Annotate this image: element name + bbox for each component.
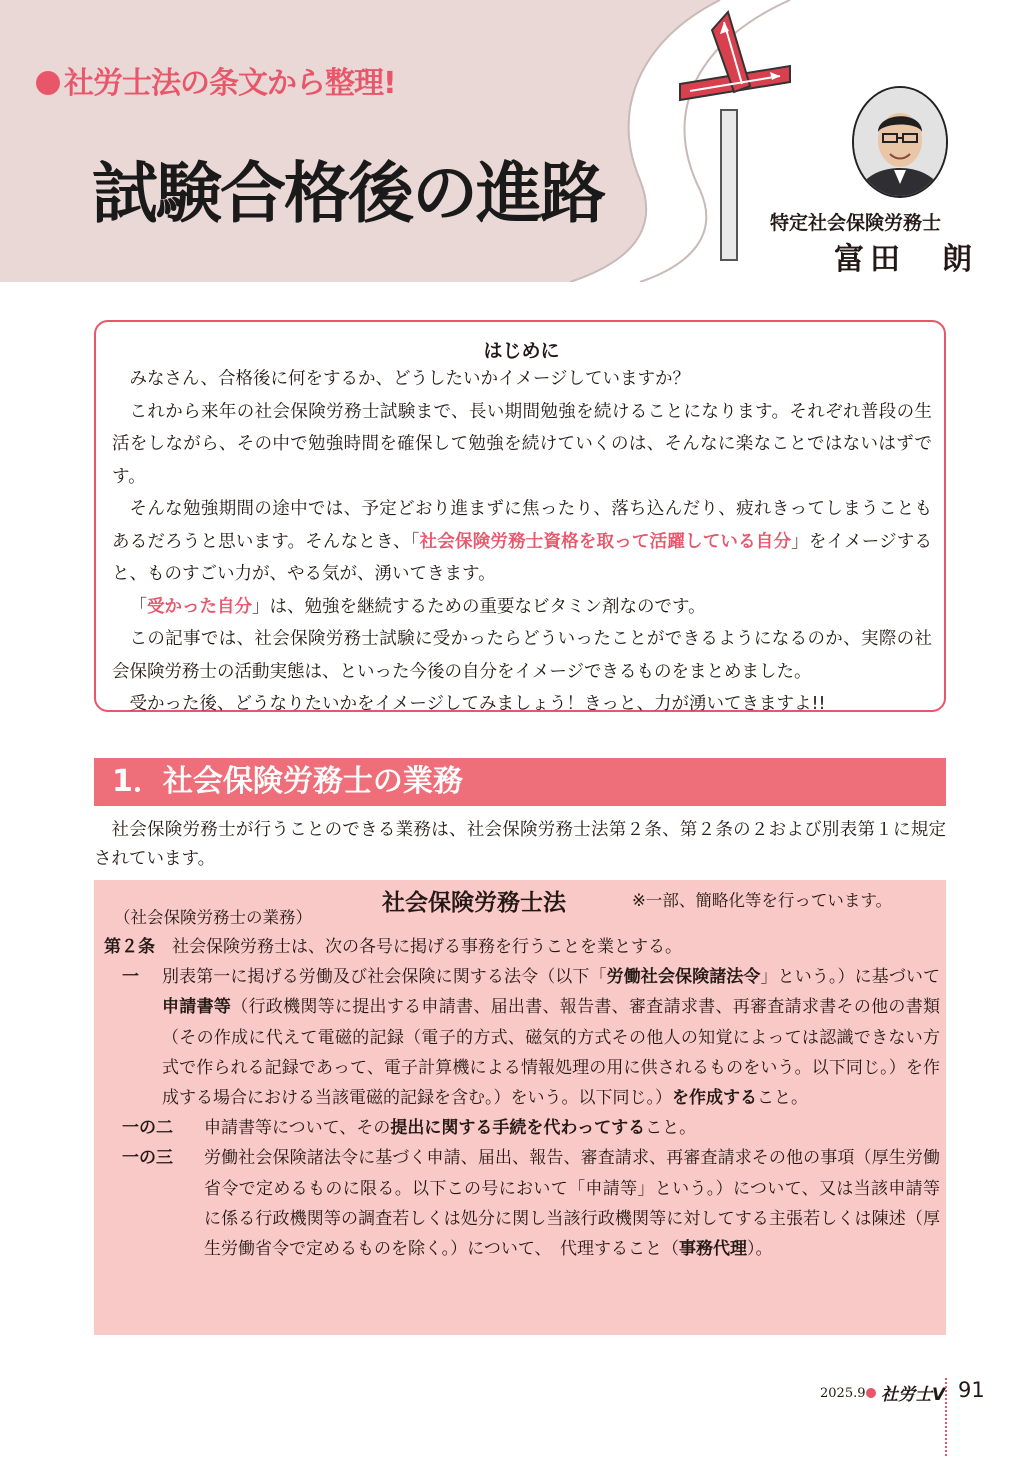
- item-text-part: 別表第一に掲げる労働及び社会保険に関する法令（以下「: [162, 967, 607, 988]
- magazine-logo: 社労士V: [881, 1385, 946, 1405]
- article-text: 社会保険労務士は、次の各号に掲げる事務を行うことを業とする。: [155, 937, 682, 957]
- item-label: 一の二: [122, 1118, 173, 1139]
- intro-text: そんな勉強期間の途中では、予定どおり進まずに焦ったり、落ち込んだり、疲れきってしまうこともあるだろうと思います。そんなとき、「: [112, 499, 932, 552]
- intro-highlight: 受かった自分: [147, 596, 252, 617]
- intro-paragraph: みなさん、合格後に何をするか、どうしたいかイメージしていますか？: [129, 369, 691, 389]
- author-role: 特定社会保険労務士: [770, 212, 942, 234]
- footer-dot-icon: [866, 1388, 876, 1398]
- article-label: 第２条: [104, 937, 155, 957]
- intro-text: 」をイメージすると、ものすごい力が、やる気が、湧いてきます。: [112, 531, 932, 584]
- author-portrait-icon: [854, 88, 946, 196]
- item-bold: 事務代理: [678, 1239, 747, 1260]
- item-text-part: ）。: [746, 1239, 773, 1260]
- item-text-part: 申請書等について、その: [204, 1118, 391, 1139]
- intro-text: 」は、勉強を継続するための重要なビタミン剤なのです。: [252, 596, 706, 617]
- intro-paragraph: 受かった後、どうなりたいかをイメージしてみましょう！きっと、力が湧いてきますよ!!: [129, 694, 826, 714]
- section-lead: [94, 816, 946, 874]
- item-text-part: （行政機関等に提出する申請書、届出書、報告書、審査請求書、再審査請求書その他の書類（その作成に代えて電磁的記録（電子的方式、磁気的方式その他人の知覚によっては認識できない方式で作られる記録であって、電子計算機による情報処理の用に供されるものをいう。以下同じ。）を作成する場合における当該電磁的記録を含む。）をいう。以下同じ。）: [162, 997, 941, 1109]
- intro-highlight: 社会保険労務士資格を取って活躍している自分: [419, 531, 792, 552]
- bullet-dot-icon: [36, 71, 60, 95]
- item-label: 一の三: [122, 1148, 173, 1169]
- section-lead-text: 社会保険労務士が行うことのできる業務は、社会保険労務士法第２条、第２条の２および別表第１に規定されています。: [94, 820, 946, 869]
- law-item: [104, 1143, 940, 1264]
- intro-paragraph: この記事では、社会保険労務士試験に受かったらどういったことができるようになるのか、実際の社会保険労務士の活動実態は、といった今後の自分をイメージできるものをまとめました。: [112, 629, 932, 682]
- page-title: 試験合格後の進路: [92, 155, 604, 232]
- intro-text: 「: [129, 596, 147, 617]
- item-text-part: 労働社会保険諸法令に基づく申請、届出、報告、審査請求、再審査請求その他の事項（厚生労働省令で定めるものに限る。以下この号において「申請等」という。）について、又は当該申請等に係る行政機関等の調査若しくは処分に関し当該行政機関等に対してする主張若しくは陳述（厚生労働省令で定めるものを除く。）について、 代理すること（: [204, 1148, 940, 1260]
- item-text: [162, 962, 940, 1113]
- law-note: ※一部、簡略化等を行っています。: [632, 891, 893, 910]
- law-item: [104, 962, 940, 1113]
- intro-paragraph: [112, 591, 932, 624]
- kicker-text: 社労士法の条文から整理!: [64, 66, 396, 101]
- page-number: 91: [958, 1378, 985, 1402]
- law-article: [104, 932, 940, 962]
- item-bold: 労働社会保険諸法令: [606, 967, 761, 988]
- intro-paragraph: [112, 493, 932, 591]
- item-text: [204, 1143, 940, 1264]
- item-bold: 提出に関する手続を代わってする: [390, 1118, 646, 1139]
- intro-paragraph: これから来年の社会保険労務士試験まで、長い期間勉強を続けることになります。それぞれ普段の生活をしながら、その中で勉強時間を確保して勉強を続けていくのは、そんなに楽なことではないはずです。: [112, 401, 932, 487]
- item-text-part: こと。: [757, 1088, 808, 1109]
- item-label: 一: [122, 967, 139, 988]
- law-body: [104, 932, 940, 1264]
- article-kicker: [36, 58, 396, 102]
- intro-heading: はじめに: [483, 340, 560, 362]
- footer-divider: [945, 1378, 947, 1456]
- intro-body: [112, 363, 932, 721]
- law-title: 社会保険労務士法: [382, 890, 566, 916]
- section-heading: 1．社会保険労務士の業務: [94, 758, 946, 806]
- item-bold: を作成する: [672, 1088, 757, 1109]
- law-item: [104, 1113, 940, 1143]
- author-name: 富田 朗: [834, 242, 978, 277]
- item-text-part: こと。: [645, 1118, 697, 1139]
- item-text: [204, 1113, 940, 1143]
- article-header: [0, 0, 1031, 282]
- law-caption: （社会保険労務士の業務）: [114, 908, 312, 927]
- author-photo: [852, 86, 948, 198]
- issue-date: 2025.9: [820, 1386, 866, 1401]
- item-bold: 申請書等: [162, 997, 232, 1018]
- item-text-part: 」という。）に基づいて: [760, 967, 941, 988]
